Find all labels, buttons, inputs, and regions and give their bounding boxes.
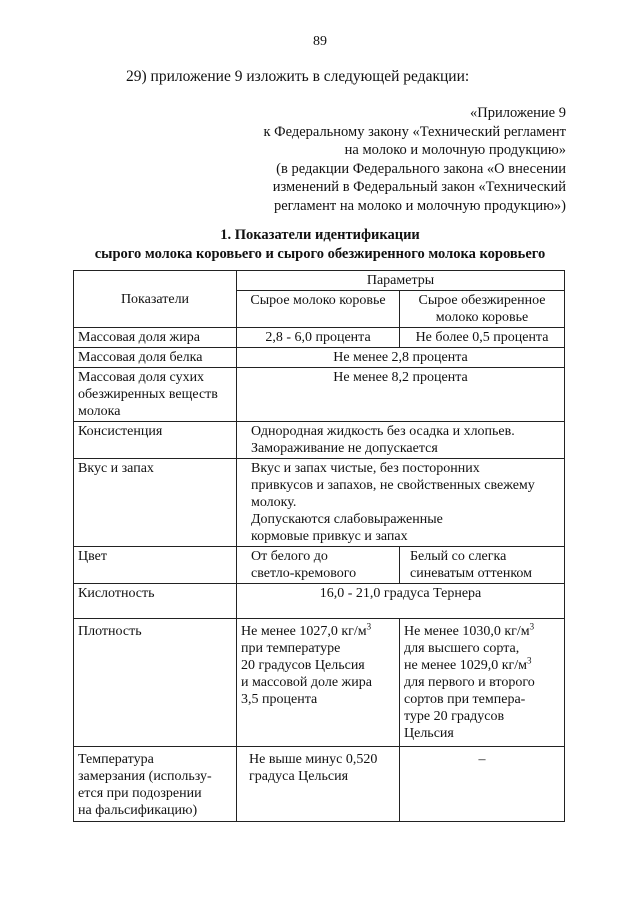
density-skim-line: Цельсия xyxy=(404,726,454,741)
header-skim-line: Сырое обезжиренное xyxy=(418,293,546,308)
density-skim-value xyxy=(400,619,565,747)
density-skim-text: Не менее 1030,0 кг/м xyxy=(404,624,530,639)
density-raw-value xyxy=(237,619,400,747)
color-raw-value xyxy=(237,547,400,584)
freezing-label-line: на фальсификацию) xyxy=(78,803,198,818)
solids-label-line: молока xyxy=(78,404,121,419)
density-raw-sup: 3 xyxy=(366,621,372,632)
header-raw-milk: Сырое молоко коровье xyxy=(237,291,400,328)
row-solids xyxy=(74,368,565,422)
annex-line: (в редакции Федерального закона «О внесении xyxy=(276,160,566,177)
protein-value: Не менее 2,8 процента xyxy=(237,348,565,368)
fat-skim-value: Не более 0,5 процента xyxy=(400,328,565,348)
header-parameters: Параметры xyxy=(237,271,565,291)
color-raw-line: светло-кремового xyxy=(251,566,357,581)
row-consistency xyxy=(74,422,565,459)
color-skim-value xyxy=(400,547,565,584)
protein-label: Массовая доля белка xyxy=(74,348,237,368)
freezing-label-line: замерзания (использу- xyxy=(78,769,212,784)
annex-line: «Приложение 9 xyxy=(470,105,566,121)
density-label: Плотность xyxy=(74,619,237,747)
density-skim-line: сортов при темпера- xyxy=(404,692,526,707)
density-skim-line: для первого и второго xyxy=(404,675,535,690)
taste-line: привкусов и запахов, не свойственных свежему xyxy=(251,478,535,493)
header-skim-milk xyxy=(400,291,565,328)
freezing-raw-line: Не выше минус 0,520 xyxy=(249,752,378,767)
consistency-line: Замораживание не допускается xyxy=(251,441,438,456)
annex-line: к Федеральному закону «Технический регламент xyxy=(263,123,566,140)
density-skim-text: не менее 1029,0 кг/м xyxy=(404,658,527,673)
density-skim-sup: 3 xyxy=(529,621,535,632)
taste-value xyxy=(237,459,565,547)
freezing-raw-value xyxy=(237,747,400,822)
density-skim-line: туре 20 градусов xyxy=(404,709,505,724)
section-title xyxy=(0,226,640,264)
density-skim-line xyxy=(404,623,560,640)
row-fat xyxy=(74,328,565,348)
row-density xyxy=(74,619,565,747)
freezing-raw-line: градуса Цельсия xyxy=(249,769,349,784)
fat-raw-value: 2,8 - 6,0 процента xyxy=(237,328,400,348)
color-skim-line: синеватым оттенком xyxy=(410,566,533,581)
annex-line: изменений в Федеральный закон «Технический xyxy=(272,179,566,195)
taste-label: Вкус и запах xyxy=(74,459,237,547)
freezing-label-line: ется при подозрении xyxy=(78,786,202,801)
consistency-label: Консистенция xyxy=(74,422,237,459)
consistency-value xyxy=(237,422,565,459)
page-number: 89 xyxy=(313,34,327,49)
density-raw-line: и массовой доле жира xyxy=(241,675,372,690)
density-raw-line xyxy=(241,623,395,640)
acidity-label: Кислотность xyxy=(74,584,237,619)
solids-value: Не менее 8,2 процента xyxy=(237,368,565,422)
annex-line: регламент на молоко и молочную продукцию») xyxy=(273,197,566,214)
color-skim-line: Белый со слегка xyxy=(410,549,507,564)
taste-line: молоку. xyxy=(251,495,297,510)
table-header-row xyxy=(74,271,565,291)
taste-line: Вкус и запах чистые, без посторонних xyxy=(251,461,480,476)
freezing-label-line: Температура xyxy=(78,752,154,767)
identification-table xyxy=(73,270,565,822)
row-color xyxy=(74,547,565,584)
annex-header xyxy=(186,104,566,215)
section-title-line-2: сырого молока коровьего и сырого обезжиренного молока коровьего xyxy=(94,246,546,262)
row-taste xyxy=(74,459,565,547)
density-raw-line: 20 градусов Цельсия xyxy=(241,658,365,673)
solids-label-line: Массовая доля сухих xyxy=(78,370,205,385)
density-skim-line xyxy=(404,657,560,674)
density-skim-sup: 3 xyxy=(527,655,532,666)
color-raw-line: От белого до xyxy=(251,549,328,564)
color-label: Цвет xyxy=(74,547,237,584)
header-skim-line: молоко коровье xyxy=(435,310,529,325)
solids-label-line: обезжиренных веществ xyxy=(78,387,218,402)
header-indicators: Показатели xyxy=(74,271,237,328)
density-raw-text: Не менее 1027,0 кг/м xyxy=(241,624,367,639)
annex-line: на молоко и молочную продукцию» xyxy=(344,142,566,158)
density-raw-line: при температуре xyxy=(241,641,341,656)
row-freezing xyxy=(74,747,565,822)
solids-label xyxy=(74,368,237,422)
taste-line: кормовые привкус и запах xyxy=(251,529,408,544)
freezing-label xyxy=(74,747,237,822)
taste-line: Допускаются слабовыраженные xyxy=(251,512,443,527)
density-skim-line: для высшего сорта, xyxy=(404,641,520,656)
acidity-value: 16,0 - 21,0 градуса Тернера xyxy=(237,584,565,619)
fat-label: Массовая доля жира xyxy=(74,328,237,348)
row-acidity xyxy=(74,584,565,619)
row-protein xyxy=(74,348,565,368)
freezing-skim-value: – xyxy=(400,747,565,822)
amendment-intro: 29) приложение 9 изложить в следующей редакции: xyxy=(126,68,470,85)
consistency-line: Однородная жидкость без осадка и хлопьев. xyxy=(251,424,515,439)
density-raw-line: 3,5 процента xyxy=(241,692,318,707)
section-title-line-1: 1. Показатели идентификации xyxy=(220,227,420,243)
